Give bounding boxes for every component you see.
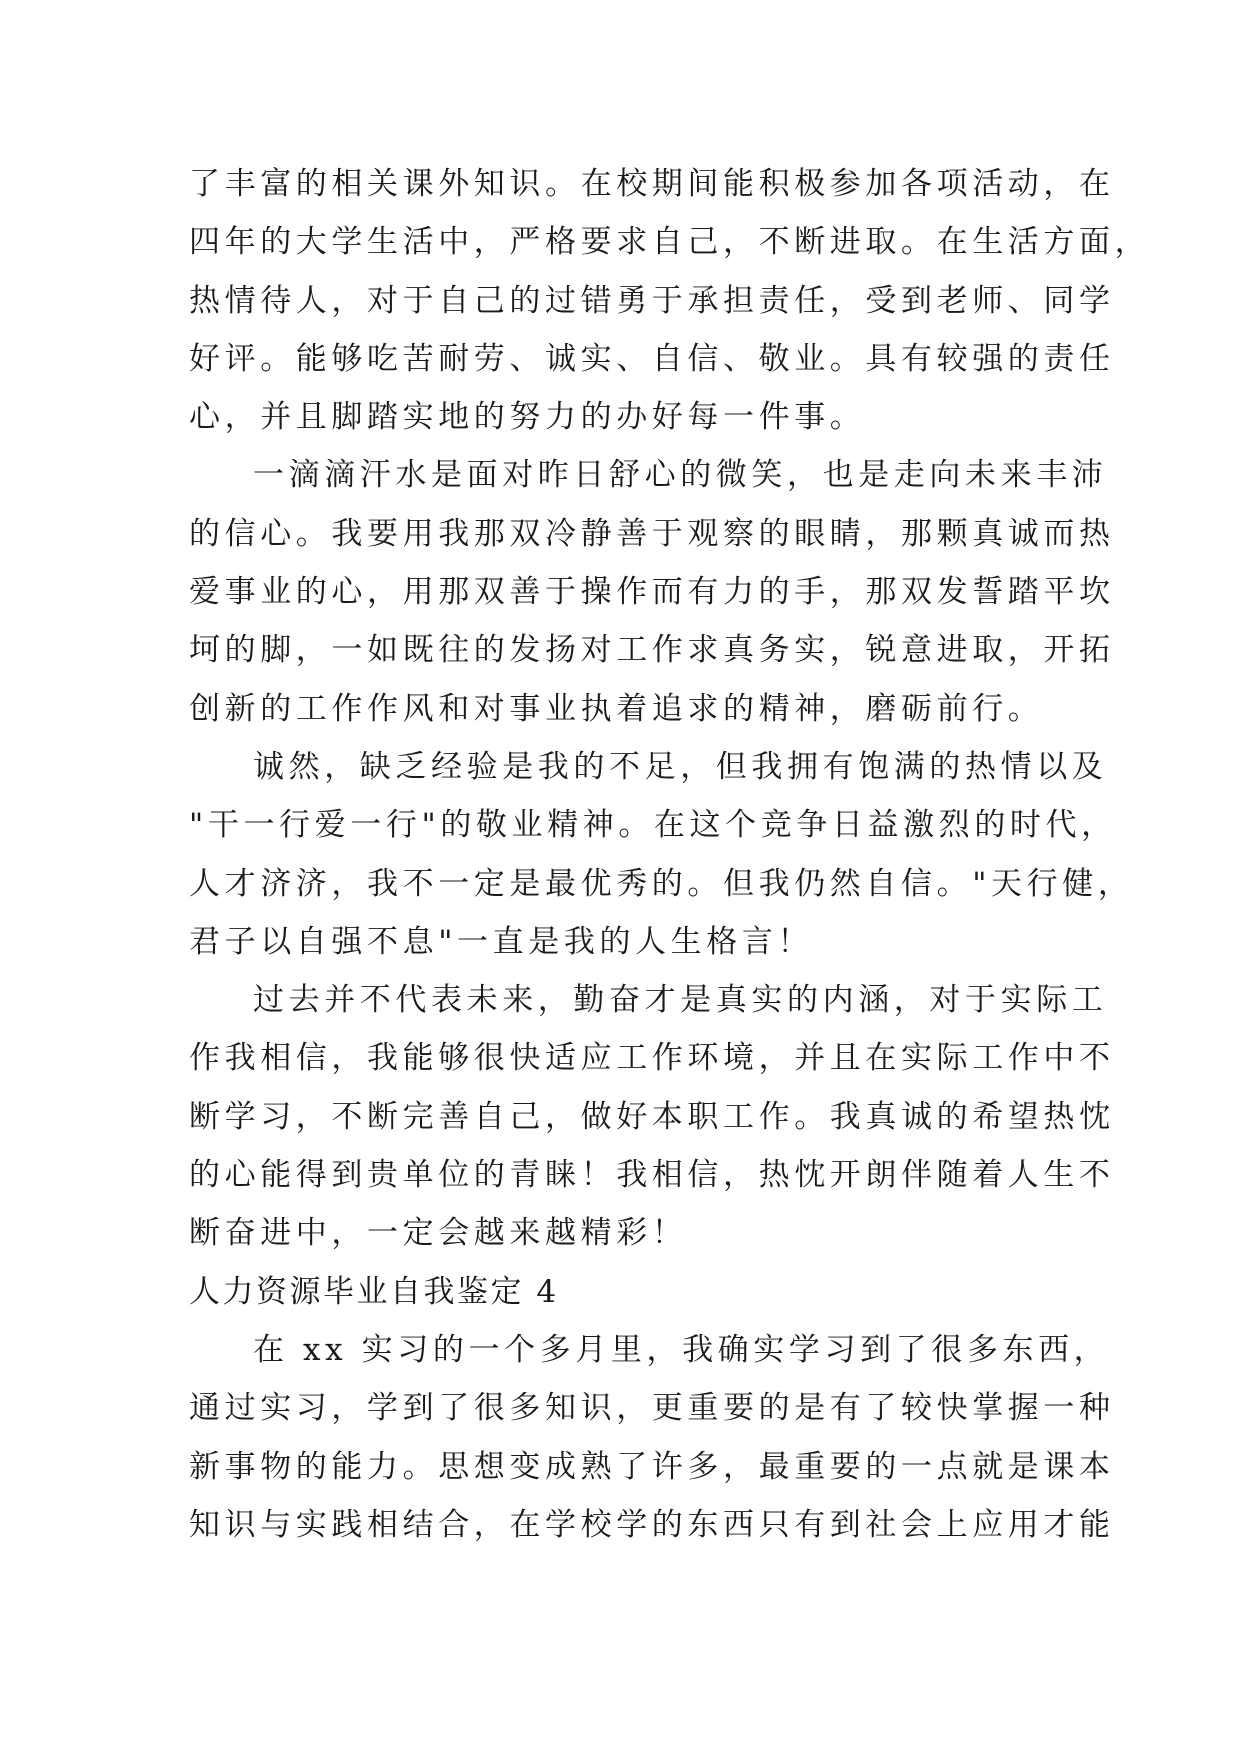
text-line: 创新的工作作风和对事业执着追求的精神，磨砺前行。 [189,690,1044,727]
text-line: 新事物的能力。思想变成熟了许多，最重要的一点就是课本 [189,1448,1115,1485]
text-line: 了丰富的相关课外知识。在校期间能积极参加各项活动，在 [189,166,1115,202]
text-line: 在 xx 实习的一个多月里，我确实学习到了很多东西， [253,1331,1110,1368]
text-line: 君子以自强不息"一直是我的人生格言！ [189,923,814,960]
text-line: 心，并且脚踏实地的努力的办好每一件事。 [189,399,866,436]
text-line: 通过实习，学到了很多知识，更重要的是有了较快掌握一种 [189,1390,1115,1427]
section-heading: 人力资源毕业自我鉴定 4 [189,1273,559,1310]
text-line: 好评。能够吃苦耐劳、诚实、自信、敬业。具有较强的责任 [189,340,1115,377]
text-line: 诚然，缺乏经验是我的不足，但我拥有饱满的热情以及 [253,748,1108,785]
text-line: 的信心。我要用我那双冷静善于观察的眼睛，那颗真诚而热 [189,515,1115,552]
text-line: 四年的大学生活中，严格要求自己，不断进取。在生活方面， [189,224,1151,261]
text-line: 作我相信，我能够很快适应工作环境，并且在实际工作中不 [189,1040,1115,1077]
text-line: 热情待人，对于自己的过错勇于承担责任，受到老师、同学 [189,282,1115,319]
text-line: 断奋进中，一定会越来越精彩！ [189,1215,688,1252]
text-line: 人才济济，我不一定是最优秀的。但我仍然自信。"天行健， [189,865,1134,902]
text-line: 一滴滴汗水是面对昨日舒心的微笑，也是走向未来丰沛 [253,457,1108,494]
text-line: 坷的脚，一如既往的发扬对工作求真务实，锐意进取，开拓 [189,632,1115,669]
text-line: 过去并不代表未来，勤奋才是真实的内涵，对于实际工 [253,982,1108,1019]
text-line: "干一行爱一行"的敬业精神。在这个竞争日益激烈的时代， [189,807,1117,844]
document-body [189,155,1151,1554]
text-line: 爱事业的心，用那双善于操作而有力的手，那双发誓踏平坎 [189,574,1115,611]
text-line: 断学习，不断完善自己，做好本职工作。我真诚的希望热忱 [189,1098,1115,1135]
text-line: 的心能得到贵单位的青睐！我相信，热忱开朗伴随着人生不 [189,1157,1115,1194]
text-line: 知识与实践相结合，在学校学的东西只有到社会上应用才能 [189,1506,1115,1543]
